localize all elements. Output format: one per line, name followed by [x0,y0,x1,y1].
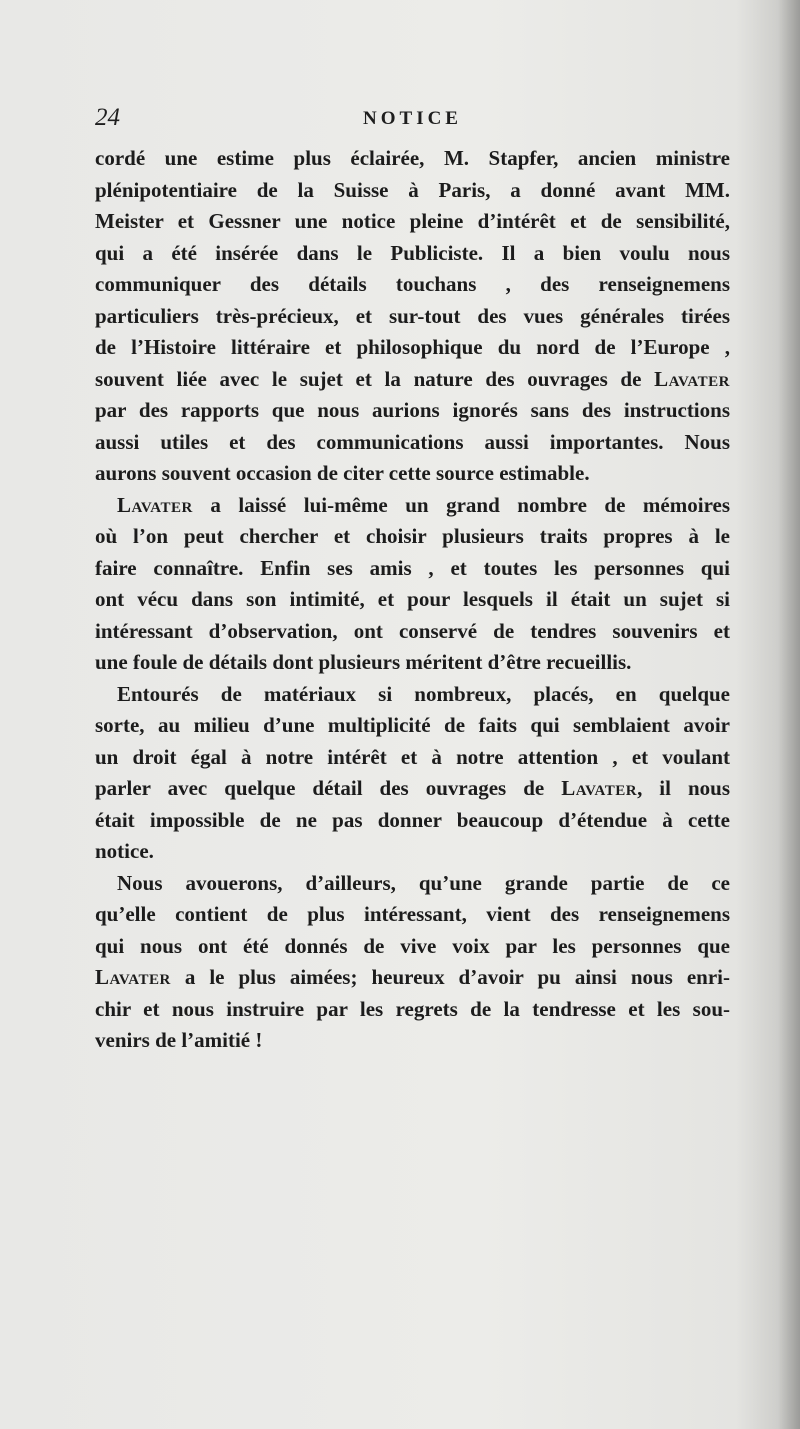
body-text [95,143,730,1057]
text-line: qui a été insérée dans le Publiciste. Il a bien voulu nous [95,240,730,265]
text-line: aurons souvent occasion de citer cette source estimable. [95,461,590,485]
text-line: aussi utiles et des communications aussi importantes. Nous [95,429,730,454]
paragraph-2 [95,490,730,679]
text-line: où l’on peut chercher et choisir plusieurs traits propres à le [95,524,730,548]
text-line: parler avec quelque détail des ouvrages de Lavater, il nous [95,776,730,800]
page-header-title: NOTICE [363,108,462,129]
page-number: 24 [95,104,120,131]
text-line: Lavater a le plus aimées; heureux d’avoir pu ainsi nous enri- [95,965,730,989]
text-line: plénipotentiaire de la Suisse à Paris, a donné avant MM. [95,177,730,202]
text-line: sorte, au milieu d’une multiplicité de faits qui semblaient avoir [95,713,730,737]
text-line: ont vécu dans son intimité, et pour lesquels il était un sujet si [95,587,730,611]
author-name: Lavater [654,366,730,391]
text-line: particuliers très-précieux, et sur-tout des vues générales tirées [95,303,730,328]
text-line: qui nous ont été donnés de vive voix par les personnes que [95,933,730,958]
running-head [95,104,730,138]
author-name: Lavater [95,965,171,989]
text-line: chir et nous instruire par les regrets de la tendresse et les sou- [95,996,730,1021]
text-line: Nous avouerons, d’ailleurs, qu’une grande partie de ce [117,870,730,895]
text-line: cordé une estime plus éclairée, M. Stapfer, ancien ministre [95,146,730,170]
text-line: intéressant d’observation, ont conservé de tendres souvenirs et [95,618,730,643]
text-line: qu’elle contient de plus intéressant, vient des renseignemens [95,902,730,926]
text-line: notice. [95,839,154,863]
text-line: Entourés de matériaux si nombreux, placés, en quelque [117,681,730,706]
text-line: faire connaître. Enfin ses amis , et toutes les personnes qui [95,555,730,580]
text-line: venirs de l’amitié ! [95,1028,263,1052]
text-line: était impossible de ne pas donner beaucoup d’étendue à cette [95,807,730,832]
paragraph-4 [95,868,730,1057]
author-name: Lavater [561,776,638,800]
text-line: une foule de détails dont plusieurs méritent d’être recueillis. [95,650,632,674]
author-name: Lavater [117,492,193,517]
text-line: Meister et Gessner une notice pleine d’intérêt et de sensibilité, [95,209,730,233]
paragraph-1 [95,143,730,490]
text-line: de l’Histoire littéraire et philosophique du nord de l’Europe , [95,335,730,359]
text-line: communiquer des détails touchans , des renseignemens [95,272,730,296]
page-edge-shadow [778,0,800,1429]
paragraph-3 [95,679,730,868]
text-line: Lavater a laissé lui-même un grand nombre de mémoires [117,492,730,517]
text-line: souvent liée avec le sujet et la nature des ouvrages de Lavater [95,366,730,391]
text-line: un droit égal à notre intérêt et à notre attention , et voulant [95,744,730,769]
text-line: par des rapports que nous aurions ignorés sans des instructions [95,398,730,422]
